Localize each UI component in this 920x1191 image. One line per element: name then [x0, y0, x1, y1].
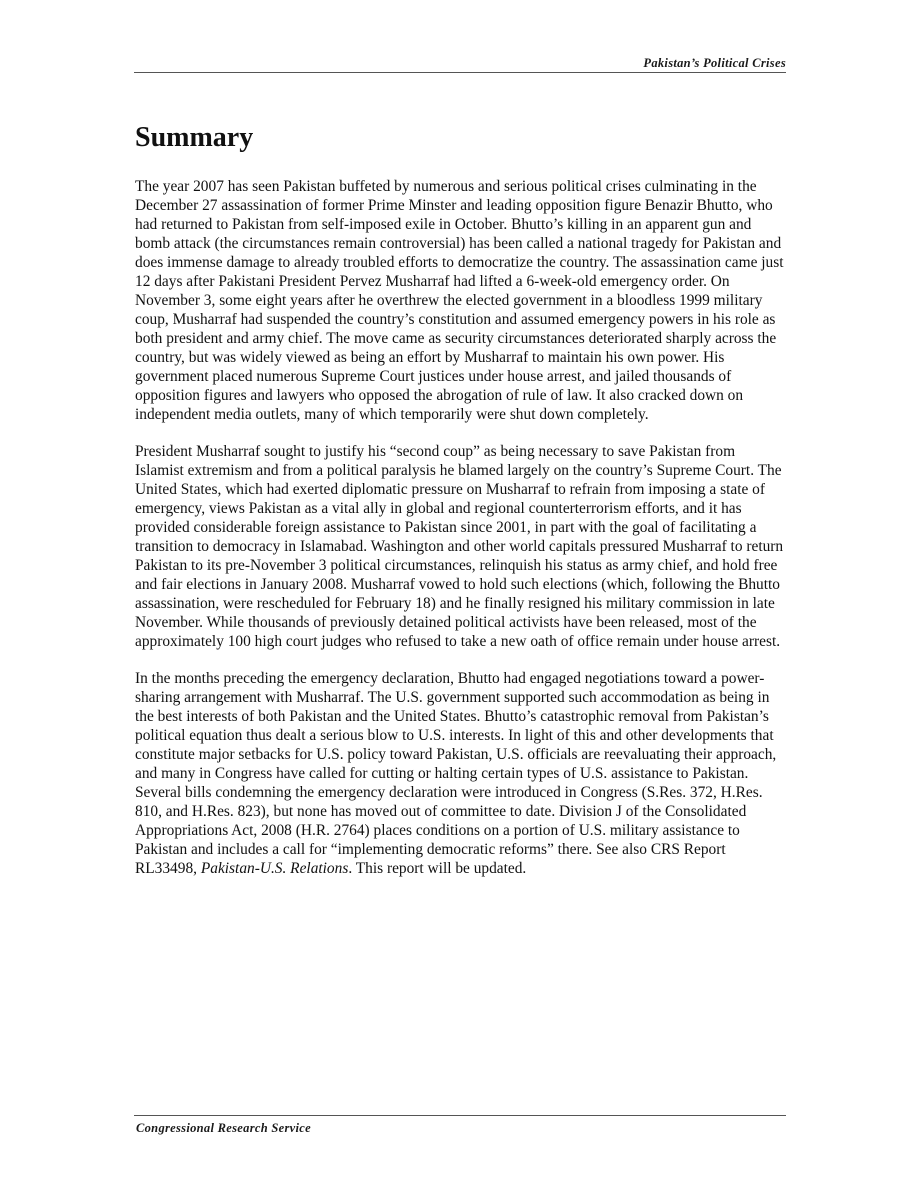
- paragraph-1: The year 2007 has seen Pakistan buffeted by numerous and serious political crises culminating in the December 27 assassination of former Prime Minster and leading opposition figure Benazir Bhutto, who had returned to Pakistan from self-imposed exile in October. Bhutto’s killing in an apparent gun and bomb attack (the circumstances remain controversial) has been called a national tragedy for Pakistan and does immense damage to already troubled efforts to democratize the country. The assassination came just 12 days after Pakistani President Pervez Musharraf had lifted a 6-week-old emergency order. On November 3, some eight years after he overthrew the elected government in a bloodless 1999 military coup, Musharraf had suspended the country’s constitution and assumed emergency powers in his role as both president and army chief. The move came as security circumstances deteriorated sharply across the country, but was widely viewed as being an effort by Musharraf to maintain his own power. His government placed numerous Supreme Court justices under house arrest, and jailed thousands of opposition figures and lawyers who opposed the abrogation of rule of law. It also cracked down on independent media outlets, many of which temporarily were shut down completely.: [135, 178, 784, 423]
- running-header: Pakistan’s Political Crises: [643, 56, 786, 70]
- paragraph-3-text: In the months preceding the emergency declaration, Bhutto had engaged negotiations toward a power-sharing arrangement with Musharraf. The U.S. government supported such accommodation as being in the best interests of both Pakistan and the United States. Bhutto’s catastrophic removal from Pakistan’s political equation thus dealt a serious blow to U.S. interests. In light of this and other developments that constitute major setbacks for U.S. policy toward Pakistan, U.S. officials are reevaluating their approach, and many in Congress have called for cutting or halting certain types of U.S. assistance to Pakistan. Several bills condemning the emergency declaration were introduced in Congress (S.Res. 372, H.Res. 810, and H.Res. 823), but none has moved out of committee to date. Division J of the Consolidated Appropriations Act, 2008 (H.R. 2764) places conditions on a portion of U.S. military assistance to Pakistan and includes a call for “implementing democratic reforms” there. See also CRS Report RL33498,: [135, 670, 777, 877]
- running-footer: Congressional Research Service: [136, 1121, 311, 1135]
- section-title: Summary: [135, 122, 254, 153]
- paragraph-3: [135, 669, 787, 878]
- report-title: Pakistan-U.S. Relations: [200, 860, 349, 877]
- paragraph-3-ending: . This report will be updated.: [348, 860, 527, 877]
- paragraph-2: President Musharraf sought to justify his “second coup” as being necessary to save Pakistan from Islamist extremism and from a political paralysis he blamed largely on the country’s Supreme Court. The United States, which had exerted diplomatic pressure on Musharraf to refrain from imposing a state of emergency, views Pakistan as a vital ally in global and regional counterterrorism efforts, and it has provided considerable foreign assistance to Pakistan since 2001, in part with the goal of facilitating a transition to democracy in Islamabad. Washington and other world capitals pressured Musharraf to return Pakistan to its pre-November 3 political circumstances, relinquish his status as army chief, and hold free and fair elections in January 2008. Musharraf vowed to hold such elections (which, following the Bhutto assassination, were rescheduled for February 18) and he finally resigned his military commission in late November. While thousands of previously detained political activists have been released, most of the approximately 100 high court judges who refused to take a new oath of office remain under house arrest.: [135, 443, 784, 650]
- footer-rule: [134, 1115, 786, 1116]
- header-rule: [134, 72, 786, 73]
- summary-body: [135, 177, 787, 896]
